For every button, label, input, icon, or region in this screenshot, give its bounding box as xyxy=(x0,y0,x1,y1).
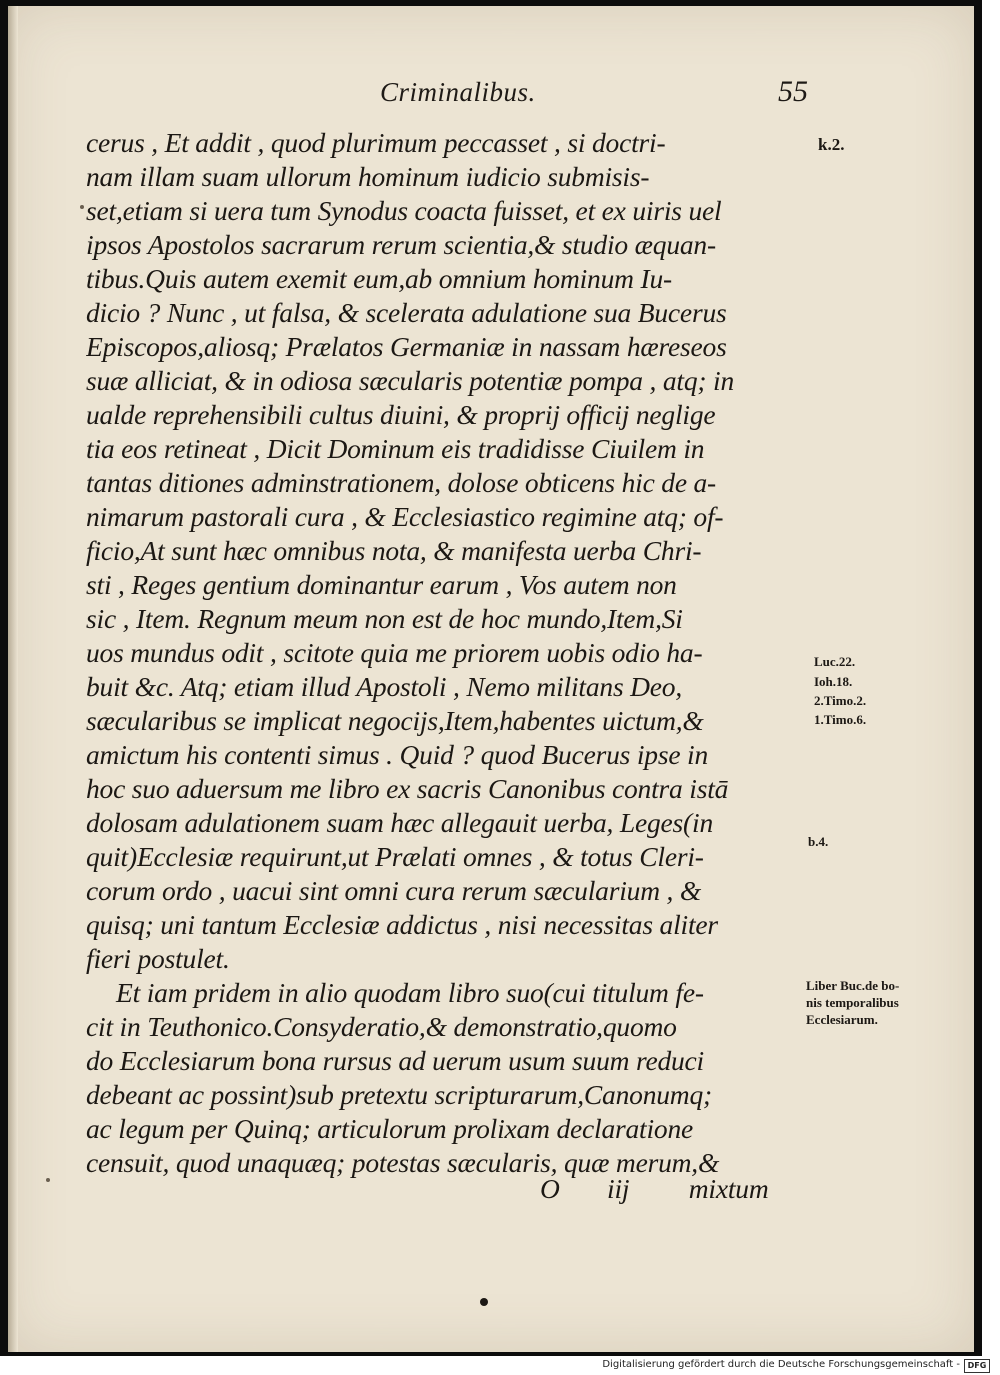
running-head: Criminalibus. xyxy=(380,77,536,107)
text-line: ualde reprehensibili cultus diuini, & proprij officij neglige xyxy=(86,399,716,430)
text-line: cit in Teuthonico.Consyderatio,& demonstratio,quomo xyxy=(86,1011,677,1042)
dfg-logo: DFG xyxy=(964,1359,990,1373)
page-number: 55 xyxy=(778,75,808,108)
text-line: quisq; uni tantum Ecclesiæ addictus , nisi necessitas aliter xyxy=(86,909,718,940)
page-gutter-shadow xyxy=(8,6,18,1352)
margin-note-timo1: 1.Timo.6. xyxy=(814,712,867,727)
text-line: amictum his contenti simus . Quid ? quod Bucerus ipse in xyxy=(86,739,709,770)
body-text xyxy=(86,126,822,1180)
text-line: ac legum per Quinq; articulorum prolixam declaratione xyxy=(86,1113,694,1144)
text-line: dolosam adulationem suam hæc allegauit uerba, Leges(in xyxy=(86,807,714,838)
text-line: tibus.Quis autem exemit eum,ab omnium hominum Iu- xyxy=(86,263,672,294)
text-line: suæ alliciat, & in odiosa sæcularis potentiæ pompa , atq; in xyxy=(86,365,735,396)
text-line: corum ordo , uacui sint omni cura rerum sæcularium , & xyxy=(86,875,702,906)
text-line: ficio,At sunt hæc omnibus nota, & manifesta uerba Chri- xyxy=(86,535,702,566)
margin-note-ioh: Ioh.18. xyxy=(814,674,853,689)
text-line: buit &c. Atq; etiam illud Apostoli , Nemo militans Deo, xyxy=(86,671,683,702)
margin-note-liber-line3: Ecclesiarum. xyxy=(806,1012,878,1027)
text-line: hoc suo aduersum me libro ex sacris Canonibus contra istā xyxy=(86,773,729,804)
paper-speck xyxy=(80,205,84,209)
text-line: censuit, quod unaquæq; potestas sæcularis, quæ merum,& xyxy=(86,1147,720,1178)
text-line: uos mundus odit , scitote quia me priorem uobis odio ha- xyxy=(86,637,703,668)
text-line: sti , Reges gentium dominantur earum , Vos autem non xyxy=(86,569,677,600)
margin-note-liber-line1: Liber Buc.de bo- xyxy=(806,978,900,993)
catchword: mixtum xyxy=(688,1173,769,1204)
text-line: debeant ac possint)sub pretextu scripturarum,Canonumq; xyxy=(86,1079,712,1110)
page-dot xyxy=(480,1298,488,1306)
signature-number: iij xyxy=(607,1173,630,1204)
text-line: nam illam suam ullorum hominum iudicio submisis- xyxy=(86,161,650,192)
text-line: Episcopos,aliosq; Prælatos Germaniæ in nassam hæreseos xyxy=(86,331,727,362)
text-line: do Ecclesiarum bona rursus ad uerum usum suum reduci xyxy=(86,1045,704,1076)
text-line: fieri postulet. xyxy=(86,943,230,974)
footer-credit: Digitalisierung gefördert durch die Deutsche Forschungsgemeinschaft - xyxy=(602,1359,960,1370)
signature-line xyxy=(540,1172,800,1206)
text-line: quit)Ecclesiæ requirunt,ut Prælati omnes , & totus Cleri- xyxy=(86,841,704,872)
margin-note-timo2: 2.Timo.2. xyxy=(814,693,867,708)
text-line: ipsos Apostolos sacrarum rerum scientia,& studio æquan- xyxy=(86,229,716,260)
footer-bar xyxy=(0,1356,1000,1375)
margin-note-b4: b.4. xyxy=(808,834,829,849)
text-line: nimarum pastorali cura , & Ecclesiastico regimine atq; of- xyxy=(86,501,724,532)
text-line: tia eos retineat , Dicit Dominum eis tradidisse Ciuilem in xyxy=(86,433,705,464)
signature-mark: O xyxy=(540,1173,560,1204)
text-line: cerus , Et addit , quod plurimum peccasset , si doctri- xyxy=(86,127,666,158)
text-line: dicio ? Nunc , ut falsa, & scelerata adulatione sua Bucerus xyxy=(86,297,727,328)
text-line: Et iam pridem in alio quodam libro suo(cui titulum fe- xyxy=(116,977,704,1008)
text-line: sic , Item. Regnum meum non est de hoc mundo,Item,Si xyxy=(86,603,683,634)
margin-note-liber-line2: nis temporalibus xyxy=(806,995,899,1010)
text-line: sæcularibus se implicat negocijs,Item,habentes uictum,& xyxy=(86,705,704,736)
margin-note-k2: k.2. xyxy=(818,135,845,154)
text-line: set,etiam si uera tum Synodus coacta fuisset, et ex uiris uel xyxy=(86,195,722,226)
margin-note-luc: Luc.22. xyxy=(814,654,856,669)
text-line: tantas ditiones adminstrationem, dolose obticens hic de a- xyxy=(86,467,717,498)
paper-speck xyxy=(46,1178,50,1182)
